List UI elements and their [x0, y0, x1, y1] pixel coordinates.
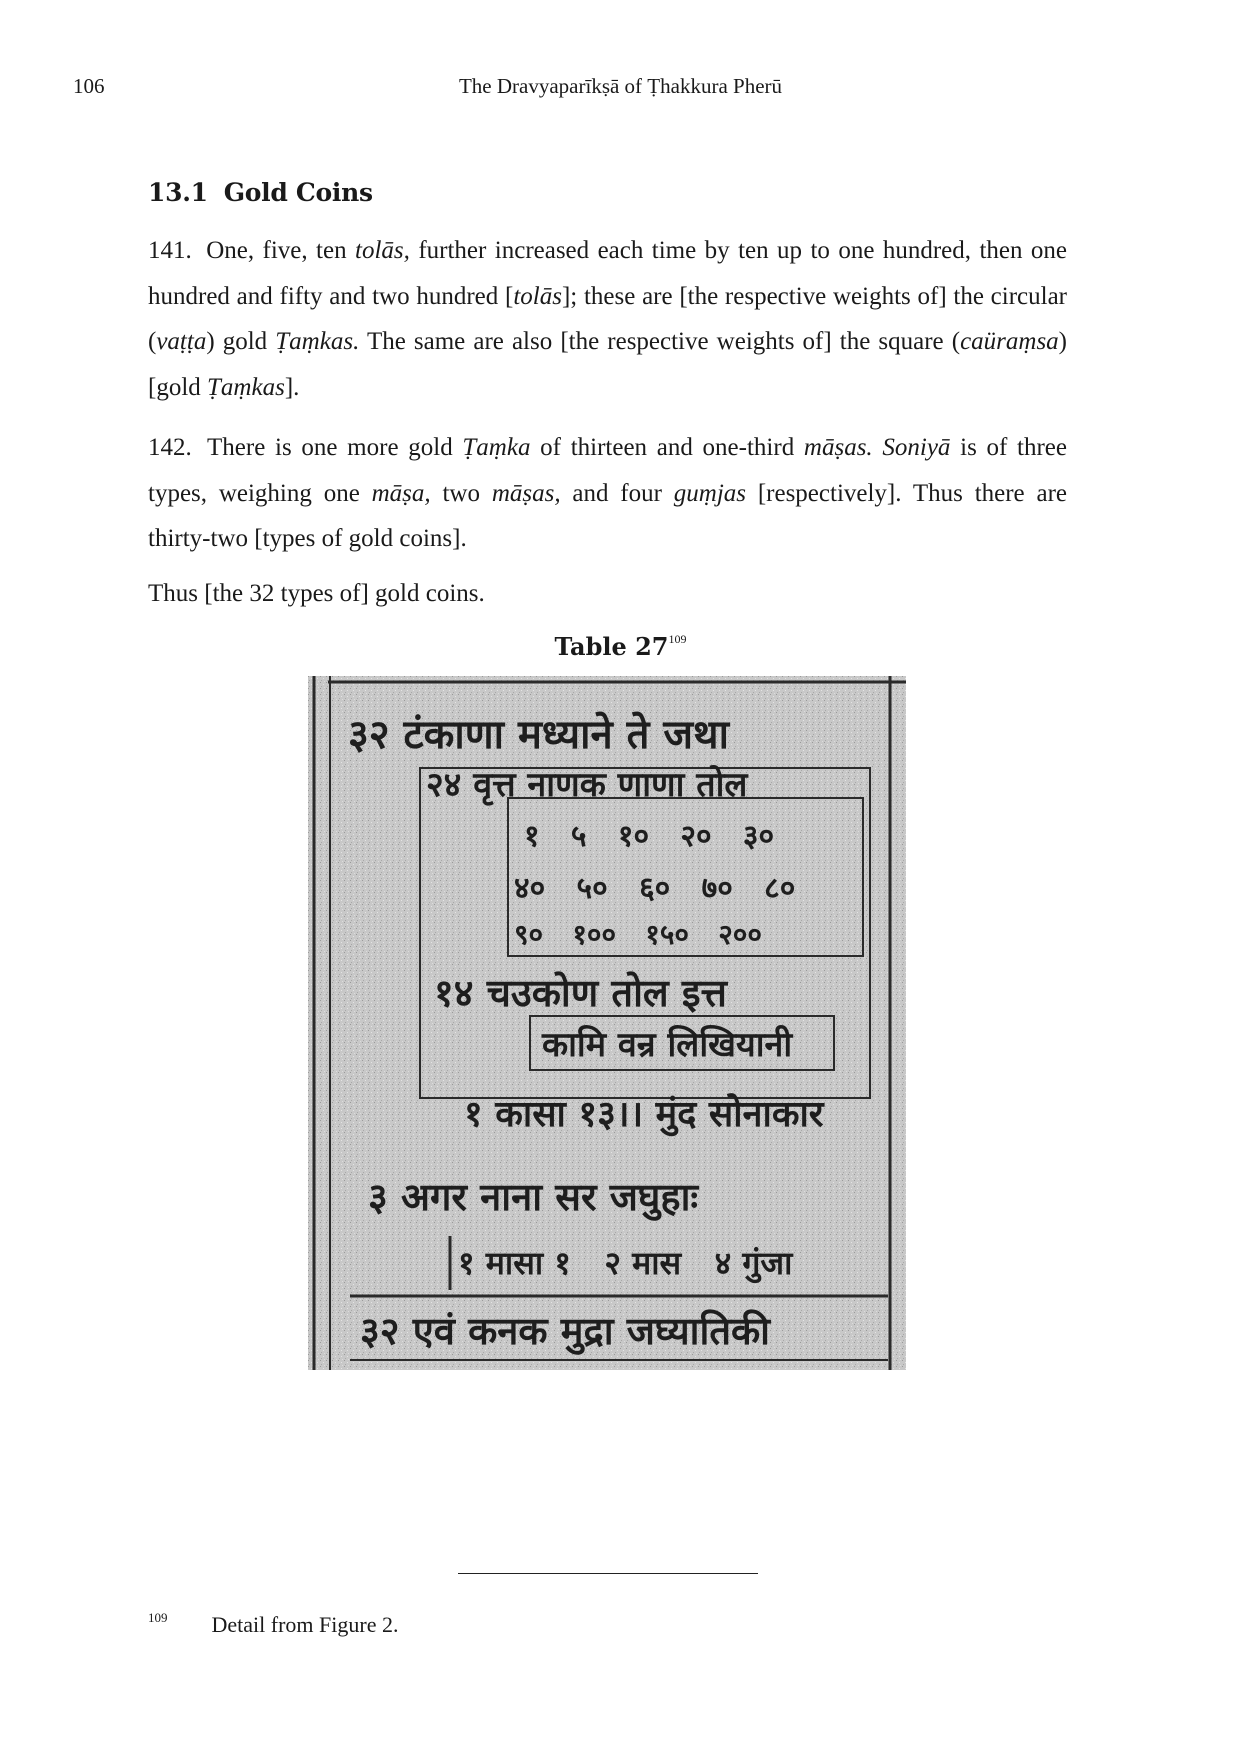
text-run: is of three types, weighing one [148, 434, 1067, 507]
text-run: ]. [284, 373, 300, 401]
section-title: Gold Coins [223, 178, 373, 207]
text-run: of thirteen and one-third [530, 434, 804, 461]
manuscript-line: ३२ एवं कनक मुद्रा जघ्यातिकी [360, 1309, 771, 1353]
footnote-text: Detail from Figure 2. [211, 1612, 399, 1637]
italic-term: māṣas, [491, 479, 561, 507]
section-number: 13.1 [148, 178, 208, 207]
footnote-rule [458, 1573, 758, 1574]
manuscript-line: १४ चउकोण तोल इत्त [434, 971, 727, 1015]
footnote [148, 1610, 398, 1638]
manuscript-image [308, 676, 906, 1370]
italic-term: Ṭaṃkas. [275, 328, 360, 355]
closing-line: Thus [the 32 types of] gold coins. [148, 580, 485, 607]
footnote-ref: 109 [668, 632, 687, 646]
text-run: and four [560, 479, 674, 507]
page-number: 106 [73, 74, 105, 98]
section-heading [148, 178, 373, 207]
manuscript-line: ९० १०० १५० २०० [514, 918, 762, 951]
paragraph-number: 142. [148, 434, 192, 461]
italic-term: tolās [513, 282, 562, 310]
text-run: One, five, ten [206, 237, 356, 264]
paragraph-141 [148, 228, 1067, 410]
manuscript-line: ३ अगर नाना सर जघुहाः [368, 1175, 699, 1219]
footnote-number: 109 [148, 1610, 168, 1625]
manuscript-line: १ कासा १३।। मुंद सोनाकार [464, 1094, 824, 1135]
paragraph-number: 141. [148, 237, 192, 264]
text-run: ) [gold [148, 328, 1067, 401]
text-run: [respectively]. Thus there are thirty-two [types of gold coins]. [148, 479, 1067, 552]
table-caption-text: Table 27 [554, 632, 669, 661]
italic-term: tolās, [355, 237, 410, 264]
text-run: further increased each time by ten up to one hundred, then one hundred and fifty and two hundred [ [148, 237, 1068, 310]
manuscript-line: ३२ टंकाणा मध्याने ते जथा [348, 712, 729, 758]
table-caption [0, 632, 1241, 661]
manuscript-line: ४० ५० ६० ७० ८० [514, 871, 796, 906]
italic-term: māṣas. Soniyā [803, 434, 951, 461]
italic-term: māṣa, [371, 479, 431, 507]
text-run: two [430, 479, 492, 507]
manuscript-line: कामि वन्र लिखियानी [542, 1025, 793, 1065]
text-run: ) gold [206, 328, 276, 355]
manuscript-line: २४ वृत्त नाणक णाणा तोल [426, 765, 748, 805]
paragraph-142 [148, 425, 1067, 562]
italic-term: Ṭaṃkas [207, 373, 285, 401]
manuscript-line: १ ५ १० २० ३० [524, 819, 775, 854]
italic-term: vaṭṭa [156, 328, 207, 355]
manuscript-line: १ मासा १ २ मास ४ गुंजा [458, 1244, 793, 1282]
text-run: The same are also [the respective weights of] the square ( [359, 328, 961, 355]
text-run: ]; these are [the respective weights of] the circular ( [148, 282, 1067, 355]
italic-term: Ṭaṃka [462, 434, 531, 461]
italic-term: guṃjas [673, 479, 747, 507]
running-title: The Dravyaparīkṣā of Ṭhakkura Pherū [458, 74, 783, 98]
italic-term: caüraṃsa [960, 328, 1059, 355]
text-run: There is one more gold [207, 434, 463, 461]
